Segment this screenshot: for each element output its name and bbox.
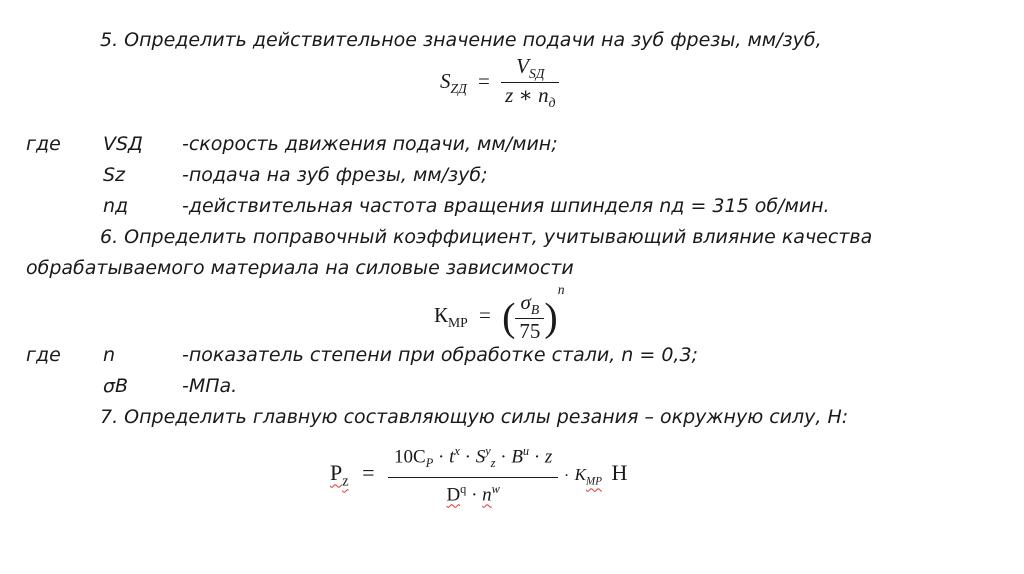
formula-cutting-force (330, 444, 627, 506)
formula-fraction (388, 444, 558, 506)
step5-title: 5. Определить действительное значение подачи на зуб фрезы, мм/зуб, (100, 29, 822, 51)
step7-title: 7. Определить главную составляющую силы резания – окружную силу, Н: (100, 406, 849, 428)
fraction-denominator: $D^q \cdot n^w$ (388, 477, 558, 506)
def-text: -МПа. (182, 375, 238, 397)
left-paren: ( (502, 294, 516, 340)
formula-eq: = (362, 460, 375, 486)
where-label: где (26, 133, 61, 155)
formula-unit: H (611, 460, 628, 486)
def-symbol: nд (103, 195, 129, 217)
formula-eq: = (478, 68, 490, 93)
formula-lhs: $P_z$ (330, 460, 349, 490)
step6-title-line2: обрабатываемого материала на силовые зависимости (26, 257, 574, 279)
formula-lhs: $К_{МР}$ (434, 303, 468, 331)
def-text: -действительная частота вращения шпинделя nд = 315 об/мин. (182, 195, 830, 217)
formula-feed-per-tooth (440, 54, 559, 111)
right-paren: ) (544, 294, 558, 340)
def-symbol: VSД (103, 133, 143, 155)
formula-fraction (501, 54, 559, 111)
formula-factor: $K_{MP}$ (574, 465, 602, 488)
step6-title-line1: 6. Определить поправочный коэффициент, учитывающий влияние качества (100, 226, 873, 248)
def-symbol: Sz (103, 164, 126, 186)
def-symbol: σВ (103, 375, 129, 397)
formula-dot: · (563, 467, 570, 485)
def-text: -подача на зуб фрезы, мм/зуб; (182, 164, 488, 186)
formula-fraction (515, 290, 544, 344)
fraction-numerator: $\sigma_В$ (520, 290, 540, 318)
fraction-denominator: z ∗ $n_д$ (501, 82, 559, 111)
fraction-numerator: $10C_P \cdot t^x \cdot S^y_z \cdot B^u \cdot z$ (394, 444, 553, 471)
def-text: -показатель степени при обработке стали, n = 0,3; (182, 344, 698, 366)
def-text: -скорость движения подачи, мм/мин; (182, 133, 558, 155)
formula-exponent: n (557, 282, 565, 297)
formula-correction-coefficient (434, 282, 565, 344)
formula-lhs: $S_{ZД}$ (440, 68, 467, 96)
where-label: где (26, 344, 61, 366)
fraction-denominator: 75 (515, 318, 544, 344)
formula-eq: = (478, 303, 491, 327)
def-symbol: n (103, 344, 116, 366)
fraction-numerator: $V_{SД}$ (516, 54, 545, 82)
